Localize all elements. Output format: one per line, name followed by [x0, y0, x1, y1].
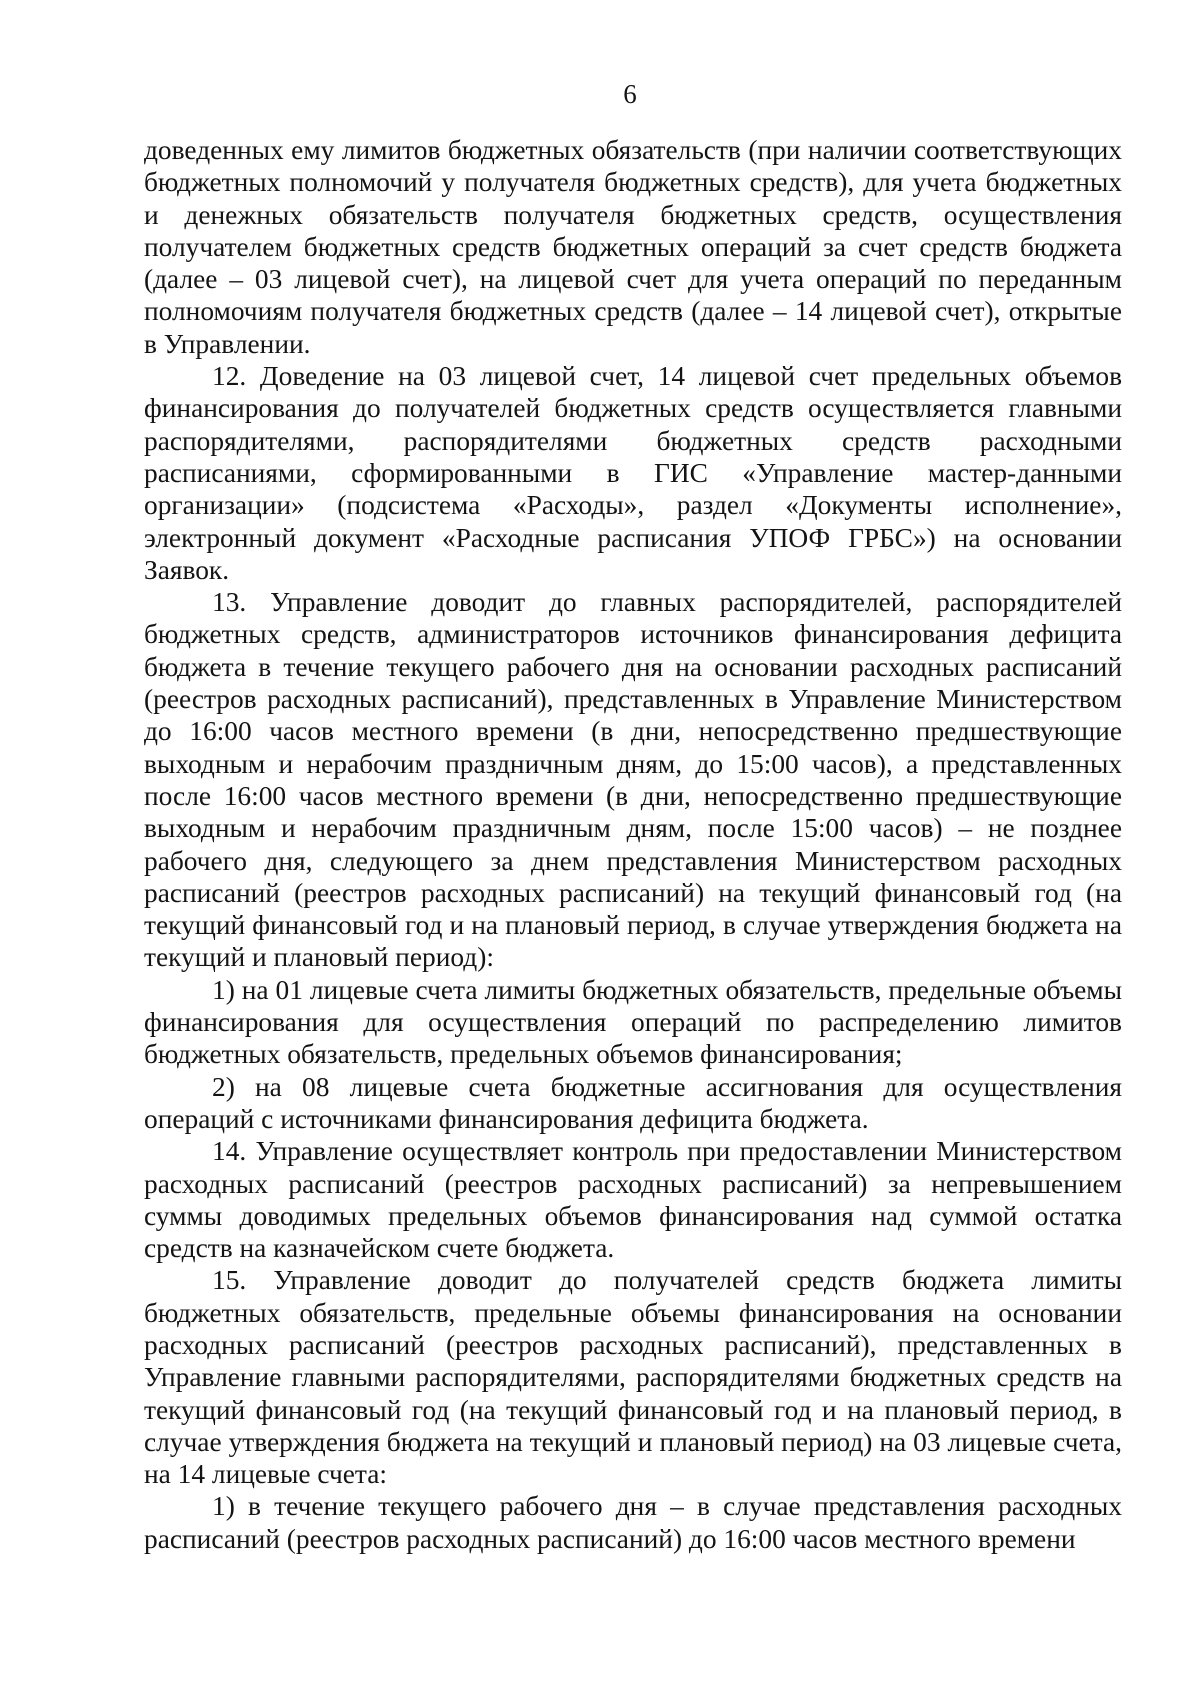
- paragraph-15: 15. Управление доводит до получателей средств бюджета лимиты бюджетных обязательств, предельные объемы финансирования на основании расходных расписаний (реестров расходных расписаний), представленных в Управление главными распорядителями, распорядителями бюджетных средств на текущий финансовый год (на текущий финансовый год и на плановый период, в случае утверждения бюджета на текущий и плановый период) на 03 лицевые счета, на 14 лицевые счета:: [144, 1265, 1122, 1490]
- document-body: [144, 134, 1122, 1555]
- paragraph-12: 12. Доведение на 03 лицевой счет, 14 лицевой счет предельных объемов финансирования до получателей бюджетных средств осуществляется главными распорядителями, распорядителями бюджетных средств расходными расписаниями, сформированными в ГИС «Управление мастер-данными организации» (подсистема «Расходы», раздел «Документы исполнение», электронный документ «Расходные расписания УПОФ ГРБС») на основании Заявок.: [144, 361, 1122, 585]
- page-number: 6: [623, 79, 637, 109]
- paragraph-13-item-2: 2) на 08 лицевые счета бюджетные ассигнования для осуществления операций с источниками финансирования дефицита бюджета.: [144, 1071, 1122, 1134]
- paragraph-13: 13. Управление доводит до главных распорядителей, распорядителей бюджетных средств, администраторов источников финансирования дефицита бюджета в течение текущего рабочего дня на основании расходных расписаний (реестров расходных расписаний), представленных в Управление Министерством до 16:00 часов местного времени (в дни, непосредственно предшествующие выходным и нерабочим праздничным дням, до 15:00 часов), а представленных после 16:00 часов местного времени (в дни, непосредственно предшествующие выходным и нерабочим праздничным дням, после 15:00 часов) – не позднее рабочего дня, следующего за днем представления Министерством расходных расписаний (реестров расходных расписаний) на текущий финансовый год (на текущий финансовый год и на плановый период, в случае утверждения бюджета на текущий и плановый период):: [144, 587, 1122, 973]
- paragraph-13-item-1: 1) на 01 лицевые счета лимиты бюджетных обязательств, предельные объемы финансирования для осуществления операций по распределению лимитов бюджетных обязательств, предельных объемов финансирования;: [144, 974, 1122, 1070]
- paragraph-15-item-1: 1) в течение текущего рабочего дня – в случае представления расходных расписаний (реестров расходных расписаний) до 16:00 часов местного времени: [144, 1491, 1122, 1554]
- paragraph-14: 14. Управление осуществляет контроль при предоставлении Министерством расходных расписаний (реестров расходных расписаний) за непревышением суммы доводимых предельных объемов финансирования над суммой остатка средств на казначейском счете бюджета.: [144, 1136, 1122, 1264]
- paragraph: доведенных ему лимитов бюджетных обязательств (при наличии соответствующих бюджетных полномочий у получателя бюджетных средств), для учета бюджетных и денежных обязательств получателя бюджетных средств, осуществления получателем бюджетных средств бюджетных операций за счет средств бюджета (далее – 03 лицевой счет), на лицевой счет для учета операций по переданным полномочиям получателя бюджетных средств (далее – 14 лицевой счет), открытые в Управлении.: [144, 135, 1122, 359]
